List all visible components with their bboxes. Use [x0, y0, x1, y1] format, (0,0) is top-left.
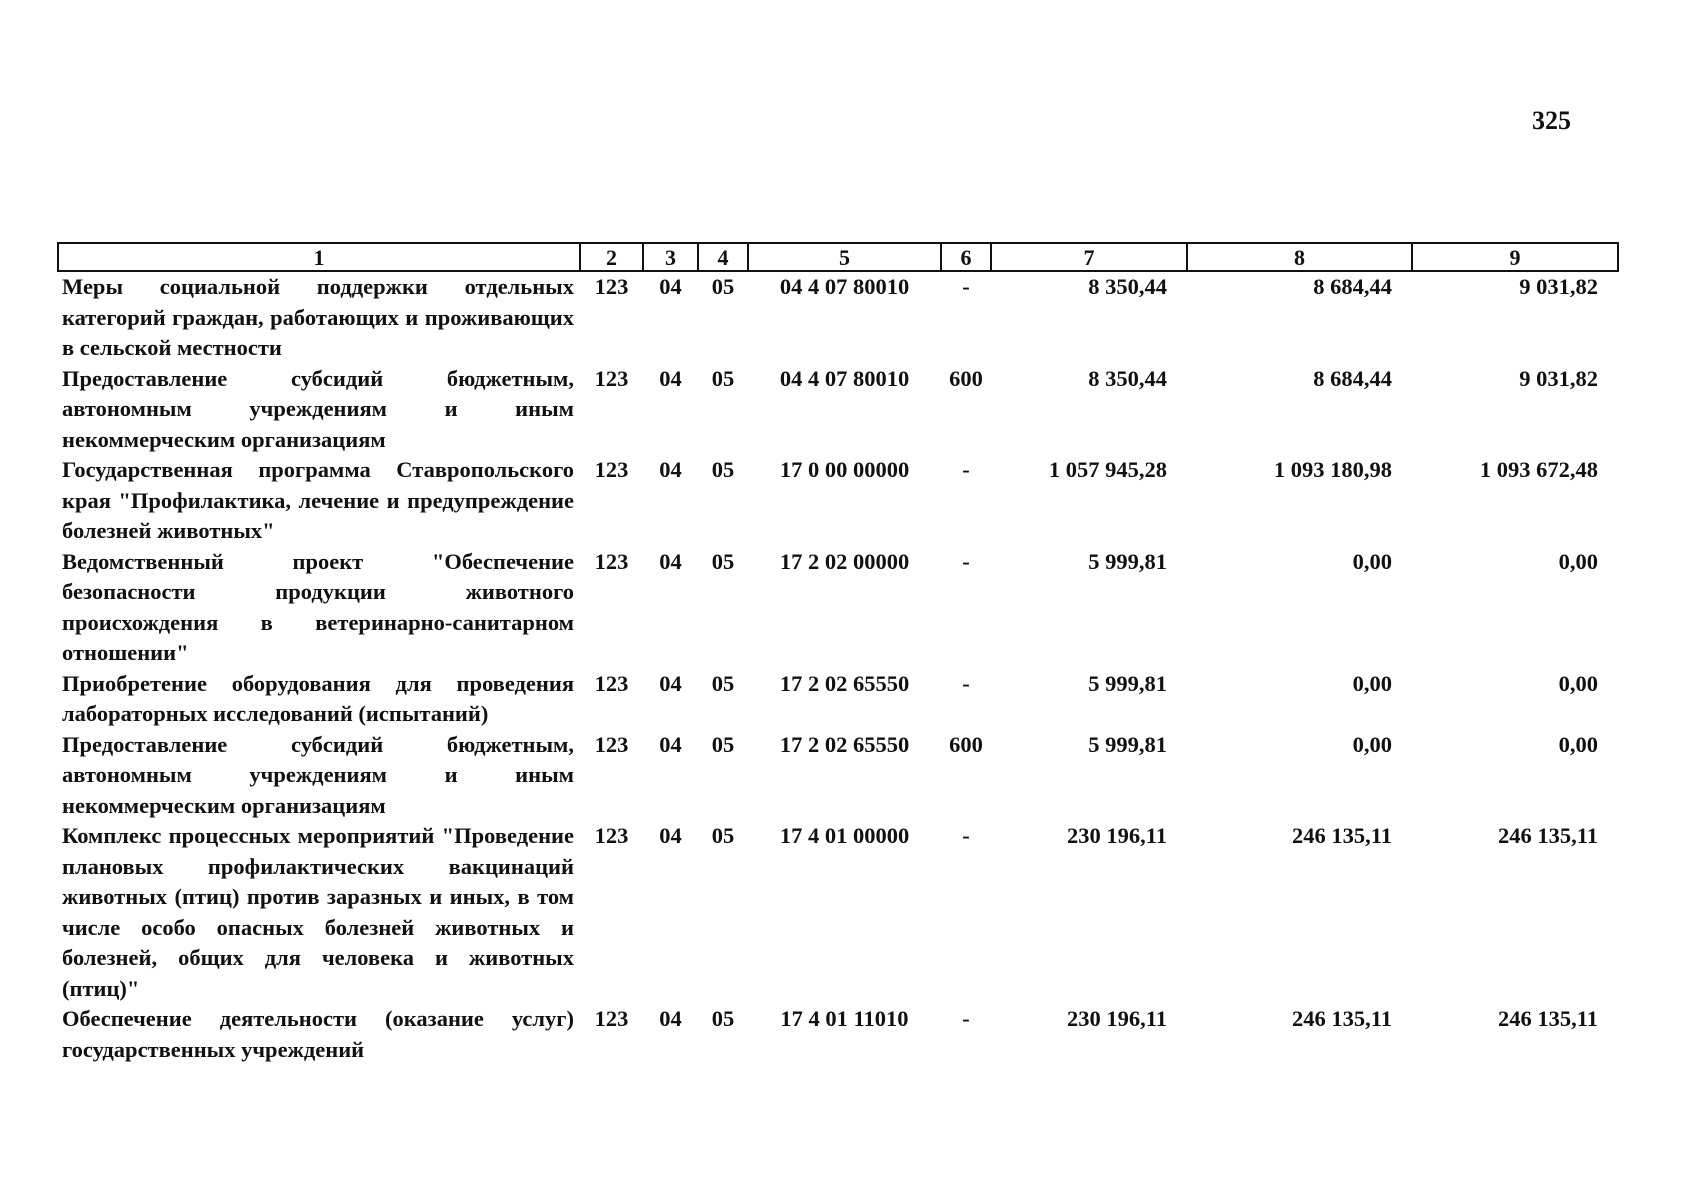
row-code-4: 05 — [711, 548, 735, 574]
row-code-4: 05 — [711, 731, 735, 757]
column-header-8: 8 — [1187, 243, 1412, 271]
row-amount-8: 246 135,11 — [1291, 823, 1392, 848]
row-code-3: 04 — [659, 457, 682, 482]
table-row — [58, 271, 1618, 364]
row-code-2: 123 — [594, 731, 629, 757]
row-code-2: 123 — [594, 548, 629, 574]
row-code-5: 17 2 02 65550 — [779, 670, 910, 696]
table-row — [58, 730, 1618, 822]
row-name: Предоставление субсидий бюджетным, автономным учреждениям и иным некоммерческим организациям — [62, 365, 574, 452]
row-code-3: 04 — [659, 731, 682, 757]
table-body — [58, 271, 1618, 1065]
row-name: Меры социальной поддержки отдельных категорий граждан, работающих и проживающих в сельской местности — [62, 274, 574, 360]
column-header-2: 2 — [580, 243, 643, 271]
row-name: Ведомственный проект "Обеспечение безопасности продукции животного происхождения в ветеринарно-санитарном отношении" — [62, 548, 574, 665]
row-amount-9: 246 135,11 — [1497, 1006, 1598, 1031]
row-name: Приобретение оборудования для проведения лабораторных исследований (испытаний) — [62, 670, 574, 726]
row-code-5: 17 0 00 00000 — [779, 457, 910, 482]
column-header-4: 4 — [698, 243, 748, 271]
row-code-3: 04 — [659, 548, 682, 574]
row-code-6: - — [962, 457, 970, 482]
row-amount-8: 8 684,44 — [1313, 365, 1392, 391]
row-amount-9: 9 031,82 — [1519, 274, 1598, 299]
column-header-9: 9 — [1412, 243, 1618, 271]
header-row — [58, 243, 1618, 271]
row-amount-7: 5 999,81 — [1088, 548, 1167, 574]
row-code-5: 04 4 07 80010 — [779, 365, 910, 391]
row-code-4: 05 — [711, 274, 735, 299]
row-amount-8: 0,00 — [1352, 548, 1392, 574]
row-code-6: - — [962, 1006, 970, 1031]
row-amount-9: 0,00 — [1558, 670, 1598, 696]
row-amount-9: 0,00 — [1558, 548, 1598, 574]
row-code-6: - — [962, 274, 970, 299]
table-row — [58, 821, 1618, 1004]
row-code-2: 123 — [594, 823, 629, 848]
row-name: Обеспечение деятельности (оказание услуг) государственных учреждений — [62, 1006, 574, 1062]
row-amount-7: 1 057 945,28 — [1048, 457, 1167, 482]
table-row — [58, 364, 1618, 456]
row-name: Предоставление субсидий бюджетным, автономным учреждениям и иным некоммерческим организациям — [62, 731, 574, 818]
row-code-6: 600 — [949, 731, 983, 757]
row-amount-8: 1 093 180,98 — [1273, 457, 1392, 482]
row-code-5: 17 2 02 00000 — [779, 548, 910, 574]
row-amount-8: 8 684,44 — [1313, 274, 1392, 299]
row-code-5: 04 4 07 80010 — [779, 274, 910, 299]
row-code-4: 05 — [711, 1006, 735, 1031]
table-row — [58, 547, 1618, 669]
row-code-4: 05 — [711, 670, 735, 696]
row-code-5: 17 4 01 11010 — [780, 1006, 909, 1031]
row-amount-9: 246 135,11 — [1497, 823, 1598, 848]
row-name: Комплекс процессных мероприятий "Проведение плановых профилактических вакцинаций животных (птиц) против заразных и иных, в том числе особо опасных болезней животных и болезней, общих для человека и животных (птиц)" — [62, 823, 574, 1001]
row-code-3: 04 — [659, 274, 682, 299]
row-code-3: 04 — [659, 365, 682, 391]
row-amount-7: 230 196,11 — [1066, 1006, 1167, 1031]
row-code-4: 05 — [711, 457, 735, 482]
row-code-6: - — [962, 670, 970, 696]
row-code-4: 05 — [711, 365, 735, 391]
column-header-5: 5 — [748, 243, 941, 271]
row-amount-7: 5 999,81 — [1088, 670, 1167, 696]
row-code-6: - — [962, 548, 970, 574]
row-amount-9: 9 031,82 — [1519, 365, 1598, 391]
row-amount-7: 8 350,44 — [1088, 274, 1167, 299]
row-code-3: 04 — [659, 1006, 682, 1031]
column-header-3: 3 — [643, 243, 698, 271]
row-code-2: 123 — [594, 274, 629, 299]
row-code-3: 04 — [659, 823, 682, 848]
row-amount-9: 1 093 672,48 — [1479, 457, 1598, 482]
page-number: 325 — [1532, 106, 1571, 135]
column-header-7: 7 — [991, 243, 1187, 271]
row-amount-9: 0,00 — [1558, 731, 1598, 757]
table-row — [58, 455, 1618, 547]
row-amount-7: 8 350,44 — [1088, 365, 1167, 391]
column-header-1: 1 — [58, 243, 580, 271]
row-code-4: 05 — [711, 823, 735, 848]
row-name: Государственная программа Ставропольского края "Профилактика, лечение и предупреждение болезней животных" — [62, 457, 574, 543]
row-code-2: 123 — [594, 670, 629, 696]
column-header-6: 6 — [941, 243, 991, 271]
row-code-5: 17 4 01 00000 — [779, 823, 910, 848]
row-code-6: 600 — [949, 365, 983, 391]
table-header — [58, 243, 1618, 271]
row-amount-7: 5 999,81 — [1088, 731, 1167, 757]
row-amount-8: 0,00 — [1352, 731, 1392, 757]
row-code-2: 123 — [594, 1006, 629, 1031]
row-amount-8: 246 135,11 — [1291, 1006, 1392, 1031]
row-code-6: - — [962, 823, 970, 848]
table-row — [58, 669, 1618, 730]
row-amount-8: 0,00 — [1352, 670, 1392, 696]
row-code-3: 04 — [659, 670, 682, 696]
row-code-5: 17 2 02 65550 — [779, 731, 910, 757]
row-amount-7: 230 196,11 — [1066, 823, 1167, 848]
budget-table — [57, 242, 1619, 1065]
table-row — [58, 1004, 1618, 1065]
row-code-2: 123 — [594, 457, 629, 482]
row-code-2: 123 — [594, 365, 629, 391]
